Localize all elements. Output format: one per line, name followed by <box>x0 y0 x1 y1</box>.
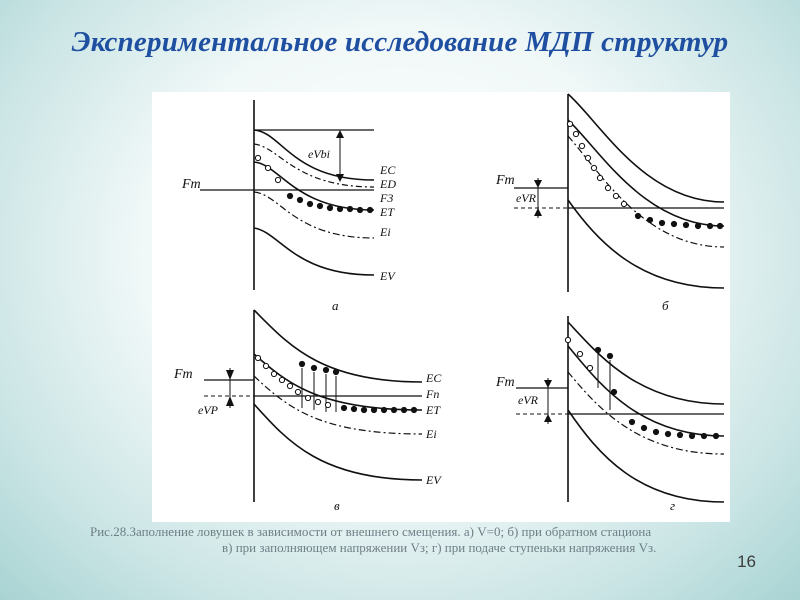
filled-trap-marker <box>611 389 616 394</box>
filled-trap-marker <box>641 425 646 430</box>
empty-trap-marker <box>573 131 578 136</box>
empty-trap-marker <box>295 389 300 394</box>
panel-a-level-f3: F3 <box>380 191 394 205</box>
panel-b-voltage-label: eVR <box>516 191 536 205</box>
band-diagram-svg <box>152 92 730 522</box>
filled-trap-marker <box>367 207 372 212</box>
caption-line-2: в) при заполняющем напряжении Vз; г) при подаче ступеньки напряжения Vз. <box>222 540 657 555</box>
empty-trap-marker <box>325 402 330 407</box>
filled-trap-marker <box>717 223 722 228</box>
filled-trap-marker <box>297 197 302 202</box>
panel-a-ev-curve <box>254 228 374 275</box>
panel-g-letter: г <box>670 498 676 513</box>
filled-trap-marker <box>327 205 332 210</box>
filled-trap-marker <box>607 353 612 358</box>
empty-trap-marker <box>255 355 260 360</box>
panel-v-ei-curve <box>254 376 422 434</box>
filled-trap-marker <box>647 217 652 222</box>
filled-trap-marker <box>347 206 352 211</box>
empty-trap-marker <box>279 377 284 382</box>
empty-trap-marker <box>577 351 582 356</box>
filled-trap-marker <box>713 433 718 438</box>
figure-caption <box>90 524 740 556</box>
empty-trap-marker <box>263 363 268 368</box>
filled-trap-marker <box>683 222 688 227</box>
filled-trap-marker <box>689 433 694 438</box>
empty-trap-marker <box>613 193 618 198</box>
panel-a-fermi-label: Fm <box>182 177 201 192</box>
panel-b <box>514 94 724 292</box>
filled-trap-marker <box>287 193 292 198</box>
panel-v-fermi-label: Fm <box>174 367 193 382</box>
filled-trap-marker <box>677 432 682 437</box>
filled-trap-marker <box>299 361 304 366</box>
filled-trap-marker <box>357 207 362 212</box>
panel-v-level-ei: Ei <box>426 427 437 441</box>
filled-trap-marker <box>311 365 316 370</box>
panel-b-vr-arrowhead-top <box>534 180 542 188</box>
trap-markers <box>255 121 722 438</box>
panel-v-level-et: ET <box>426 403 441 417</box>
panel-v-et-curve <box>254 354 422 410</box>
empty-trap-marker <box>587 365 592 370</box>
filled-trap-marker <box>371 407 376 412</box>
empty-trap-marker <box>315 399 320 404</box>
caption-line-1: Рис.28.Заполнение ловушек в зависимости от внешнего смещения. а) V=0; б) при обратном стациона <box>90 524 652 539</box>
panel-g-vr-arrowhead-top <box>544 380 552 388</box>
panel-a-voltage-label: eVbi <box>308 147 330 161</box>
empty-trap-marker <box>621 201 626 206</box>
filled-trap-marker <box>595 347 600 352</box>
empty-trap-marker <box>591 165 596 170</box>
filled-trap-marker <box>323 367 328 372</box>
empty-trap-marker <box>271 371 276 376</box>
filled-trap-marker <box>401 407 406 412</box>
empty-trap-marker <box>265 165 270 170</box>
filled-trap-marker <box>659 220 664 225</box>
panel-b-ec-curve <box>568 94 724 202</box>
panel-b-vr-arrowhead-bottom <box>534 208 542 216</box>
panel-g-ev-curve <box>568 410 724 502</box>
panel-b-ev-curve <box>568 200 724 288</box>
slide-number: 16 <box>737 552 756 571</box>
filled-trap-marker <box>307 201 312 206</box>
panel-v-level-fn: Fn <box>426 387 440 401</box>
filled-trap-marker <box>341 405 346 410</box>
empty-trap-marker <box>287 383 292 388</box>
filled-trap-marker <box>701 433 706 438</box>
filled-trap-marker <box>333 369 338 374</box>
empty-trap-marker <box>305 395 310 400</box>
filled-trap-marker <box>635 213 640 218</box>
panel-v-level-ec: EC <box>426 371 442 385</box>
panel-v-level-ev: EV <box>426 473 441 487</box>
empty-trap-marker <box>565 337 570 342</box>
band-diagram-figure <box>152 92 730 522</box>
panel-g-voltage-label: eVR <box>518 393 538 407</box>
filled-trap-marker <box>695 223 700 228</box>
empty-trap-marker <box>605 185 610 190</box>
panel-b-fermi-label: Fm <box>496 173 515 188</box>
panel-g-vr-arrowhead-bottom <box>544 414 552 422</box>
filled-trap-marker <box>391 407 396 412</box>
panel-a-level-et: ET <box>380 205 395 219</box>
panel-v-ev-curve <box>254 404 422 480</box>
filled-trap-marker <box>671 221 676 226</box>
panel-b-letter: б <box>662 298 669 313</box>
panel-g <box>516 316 724 502</box>
panel-v-letter: в <box>334 498 340 513</box>
filled-trap-marker <box>411 407 416 412</box>
panel-a-letter: а <box>332 298 339 313</box>
filled-trap-marker <box>707 223 712 228</box>
panel-a-level-ei: Ei <box>380 225 391 239</box>
panel-g-ec-curve <box>568 322 724 404</box>
empty-trap-marker <box>255 155 260 160</box>
empty-trap-marker <box>567 121 572 126</box>
filled-trap-marker <box>351 406 356 411</box>
panel-a-level-ev: EV <box>380 269 395 283</box>
filled-trap-marker <box>361 407 366 412</box>
filled-trap-marker <box>629 419 634 424</box>
filled-trap-marker <box>665 431 670 436</box>
panel-a-vbi-arrowhead-top <box>336 130 344 138</box>
filled-trap-marker <box>317 203 322 208</box>
panel-a-level-ec: EC <box>380 163 396 177</box>
filled-trap-marker <box>381 407 386 412</box>
filled-trap-marker <box>337 206 342 211</box>
panel-a-level-ed: ED <box>380 177 396 191</box>
panel-v-vp-arrowhead-bottom <box>226 396 234 406</box>
panel-g-fermi-label: Fm <box>496 375 515 390</box>
empty-trap-marker <box>597 175 602 180</box>
empty-trap-marker <box>275 177 280 182</box>
panel-v-vp-arrowhead-top <box>226 370 234 380</box>
panel-v-voltage-label: eVP <box>198 403 218 417</box>
panel-v <box>204 310 422 502</box>
panel-g-et-curve <box>568 346 724 436</box>
filled-trap-marker <box>653 429 658 434</box>
empty-trap-marker <box>579 143 584 148</box>
panel-a <box>200 100 374 290</box>
slide-title: Экспериментальное исследование МДП структур <box>71 26 729 58</box>
empty-trap-marker <box>585 155 590 160</box>
